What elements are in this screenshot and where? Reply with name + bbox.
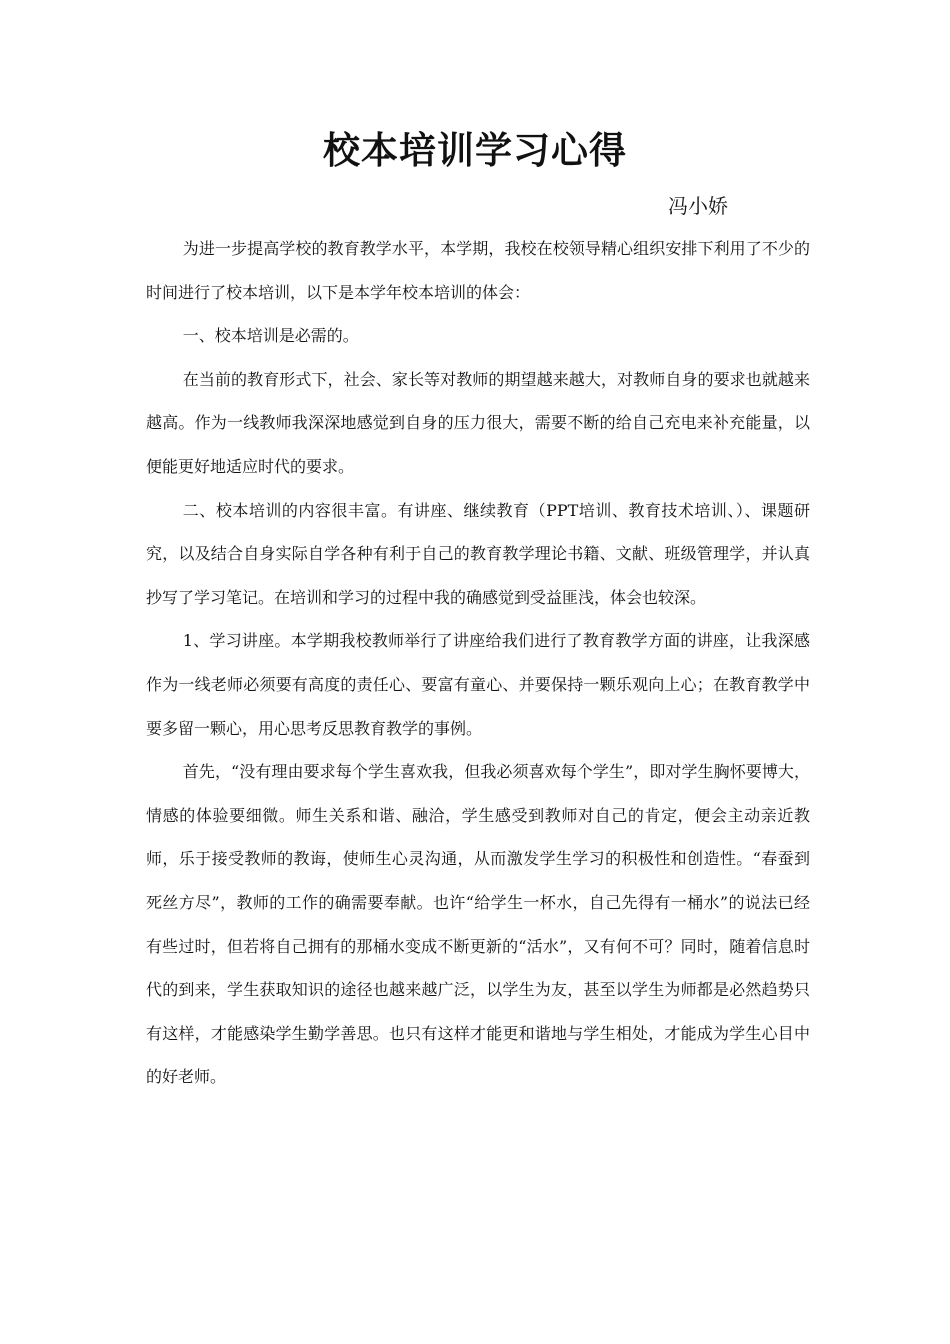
paragraph-first: 首先，“没有理由要求每个学生喜欢我，但我必须喜欢每个学生”，即对学生胸怀要博大，情感的体验要细微。师生关系和谐、融洽，学生感受到教师对自己的肯定，便会主动亲近教师，乐于接受教师的教诲，使师生心灵沟通，从而激发学生学习的积极性和创造性。“春蚕到死丝方尽”，教师的工作的确需要奉献。也许“给学生一杯水，自己先得有一桶水”的说法已经有些过时，但若将自己拥有的那桶水变成不断更新的“活水”，又有何不可？同时，随着信息时代的到来，学生获取知识的途径也越来越广泛，以学生为友，甚至以学生为师都是必然趋势只有这样，才能感染学生勤学善思。也只有这样才能更和谐地与学生相处，才能成为学生心目中的好老师。 bbox=[146, 762, 810, 1087]
document-body bbox=[146, 227, 810, 1099]
paragraph-intro: 为进一步提高学校的教育教学水平，本学期，我校在校领导精心组织安排下利用了不少的时间进行了校本培训，以下是本学年校本培训的体会： bbox=[146, 239, 810, 302]
document-title: 校本培训学习心得 bbox=[323, 128, 627, 172]
paragraph-heading-1: 一、校本培训是必需的。 bbox=[182, 326, 359, 346]
paragraph-heading-2: 二、校本培训的内容很丰富。有讲座、继续教育（PPT培训、教育技术培训、）、课题研究，以及结合自身实际自学各种有利于自己的教育教学理论书籍、文献、班级管理学，并认真抄写了学习笔记。在培训和学习的过程中我的确感觉到受益匪浅，体会也较深。 bbox=[146, 500, 810, 607]
author-name: 冯小娇 bbox=[668, 194, 728, 218]
paragraph-1: 在当前的教育形式下，社会、家长等对教师的期望越来越大，对教师自身的要求也就越来越高。作为一线教师我深深地感觉到自身的压力很大，需要不断的给自己充电来补充能量，以便能更好地适应时代的要求。 bbox=[146, 369, 810, 476]
paragraph-lecture: 1、学习讲座。本学期我校教师举行了讲座给我们进行了教育教学方面的讲座，让我深感作为一线老师必须要有高度的责任心、要富有童心、并要保持一颗乐观向上心；在教育教学中要多留一颗心，用心思考反思教育教学的事例。 bbox=[146, 631, 810, 738]
